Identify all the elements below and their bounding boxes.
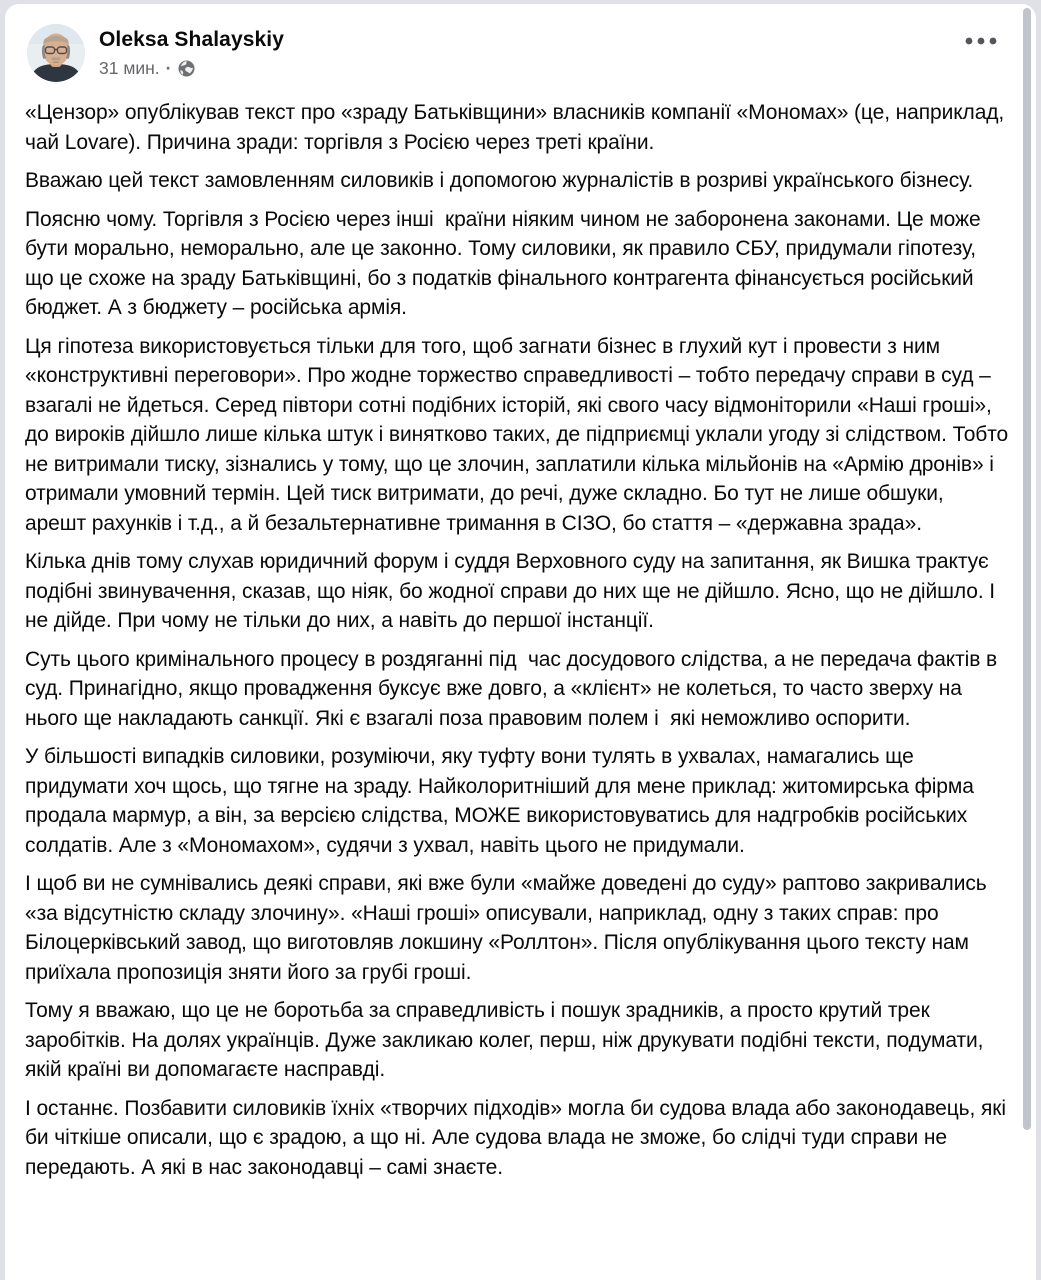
author-name[interactable]: Oleksa Shalayskiy bbox=[99, 28, 284, 51]
more-options-button[interactable] bbox=[958, 30, 1004, 52]
post-paragraph: Кілька днів тому слухав юридичний форум і суддя Верховного суду на запитання, як Вишка трактує подібні звинувачення, сказав, що ніяк, бо жодної справи до них ще не дійшло. Ясно, що не дійшло. І не дійде. При чому не тільки до них, а навіть до першої інстанції. bbox=[25, 550, 1001, 632]
header-text bbox=[99, 24, 284, 79]
ellipsis-icon bbox=[964, 36, 998, 46]
meta-separator: · bbox=[165, 57, 172, 78]
post-paragraph: Вважаю цей текст замовленням силовиків і допомогою журналістів в розриві українського бізнесу. bbox=[25, 169, 974, 192]
post-card bbox=[5, 4, 1036, 1280]
post-text bbox=[5, 82, 1036, 1182]
post-header bbox=[5, 4, 1036, 82]
post-paragraph: Ця гіпотеза використовується тільки для того, щоб загнати бізнес в глухий кут і провести з ним «конструктивні переговори». Про жодне торжество справедливості – тобто передачу справи в суд – взагалі не йдеться. Серед півтори сотні подібних історій, які свого часу відмоніторили «Наші гроші», до вироків дійшло лише кілька штук і винятково таких, де підприємці уклали угоду зі слідством. Тобто не витримали тиску, зізнались у тому, що це злочин, заплатили кілька мільйонів на «Армію дронів» і отримали умовний термін. Цей тиск витримати, до речі, дуже складно. Бо тут не лише обшуки, арешт рахунків і т.д., а й безальтернативне тримання в СІЗО, бо стаття – «державна зрада». bbox=[25, 334, 1014, 535]
post-paragraph: І останнє. Позбавити силовиків їхніх «творчих підходів» могла би судова влада або законодавець, які би чіткіше описали, що є зрадою, а що ні. Але судова влада не зможе, бо слідчі туди справи не передають. А які в нас законодавці – самі знаєте. bbox=[25, 1096, 1012, 1179]
post-paragraph: У більшості випадків силовики, розуміючи, яку туфту вони тулять в ухвалах, намагались ще придумати хоч щось, що тягне на зраду. Найколоритніший для мене приклад: житомирська фірма продала мармур, а він, за версією слідства, МОЖЕ використовуватись для надгробків російських солдатів. Але з «Мономахом», судячи з ухвал, навіть цього не придумали. bbox=[25, 745, 980, 857]
timestamp[interactable]: 31 мин. bbox=[99, 58, 160, 78]
post-paragraph: Суть цього кримінального процесу в роздяганні під час досудового слідства, а не передача фактів в суд. Принагідно, якщо провадження буксує вже довго, а «клієнт» не колеться, то часто зверху на нього ще накладають санкції. Які є взагалі поза правовим полем і які неможливо оспорити. bbox=[25, 647, 1003, 730]
post-paragraph: І щоб ви не сумнівались деякі справи, які вже були «майже доведені до суду» раптово закривались «за відсутністю складу злочину». «Наші гроші» описували, наприклад, одну з таких справ: про Білоцерківський завод, що виготовляв локшину «Роллтон». Після опублікування цього тексту нам приїхала пропозиція зняти його за грубі гроші. bbox=[25, 872, 993, 984]
avatar[interactable] bbox=[27, 24, 85, 82]
post-paragraph: «Цензор» опублікував текст про «зраду Батьківщини» власників компанії «Мономах» (це, наприклад, чай Lovare). Причина зради: торгівля з Росією через треті країни. bbox=[25, 101, 1010, 154]
globe-icon bbox=[178, 60, 195, 77]
post-paragraph: Поясню чому. Торгівля з Росією через інші країни ніяким чином не заборонена законами. Це може бути морально, неморально, але це законно. Тому силовики, як правило СБУ, придумали гіпотезу, що це схоже на зраду Батьківщині, бо з податків фінального контрагента фінансується російський бюджет. А з бюджету – російська армія. bbox=[25, 207, 987, 319]
post-meta bbox=[99, 58, 284, 79]
post-paragraph: Тому я вважаю, що це не боротьба за справедливість і пошук зрадників, а просто крутий трек заробітків. На долях українців. Дуже закликаю колег, перш, ніж друкувати подібні тексти, подумати, якій країні ви допомагаєте насправді. bbox=[25, 999, 990, 1081]
scrollbar-thumb[interactable] bbox=[1023, 8, 1031, 1130]
avatar-image bbox=[27, 24, 85, 82]
